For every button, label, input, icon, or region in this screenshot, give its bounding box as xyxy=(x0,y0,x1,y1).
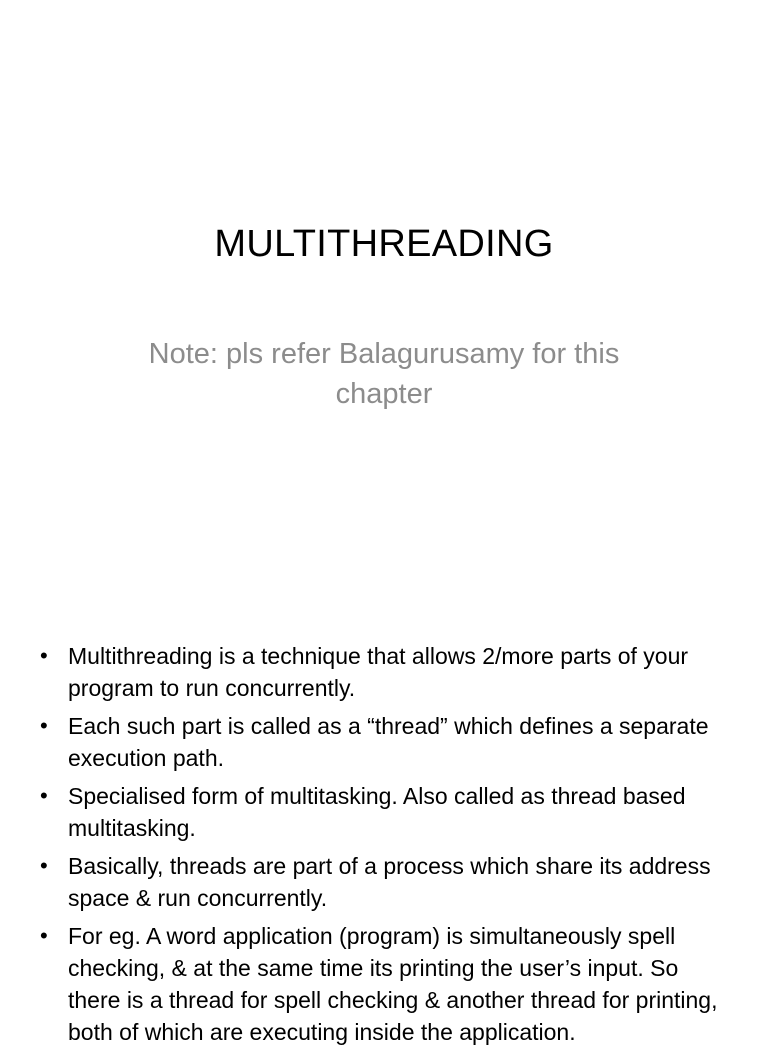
bullet-text: Multithreading is a technique that allows 2/more parts of your program to run concurrently. xyxy=(68,643,689,701)
slide-subtitle: Note: pls refer Balagurusamy for this chapter xyxy=(148,338,620,410)
bullet-item xyxy=(0,710,768,774)
bullet-icon: • xyxy=(40,783,48,808)
bullet-icon: • xyxy=(40,923,48,948)
bullet-text: Specialised form of multitasking. Also called as thread based multitasking. xyxy=(68,783,686,841)
bullet-item xyxy=(0,920,768,1048)
bullet-icon: • xyxy=(40,643,48,668)
bullet-item xyxy=(0,640,768,704)
bullet-text: Each such part is called as a “thread” which defines a separate execution path. xyxy=(68,713,709,771)
bullet-item xyxy=(0,850,768,914)
bullet-text: Basically, threads are part of a process which share its address space & run concurrently. xyxy=(68,853,711,911)
bullet-text: For eg. A word application (program) is simultaneously spell checking, & at the same time its printing the user’s input. So there is a thread for spell checking & another thread for printing, both of which are executing inside the application. xyxy=(68,923,718,1045)
slide-title: MULTITHREADING xyxy=(214,223,554,265)
bullet-icon: • xyxy=(40,713,48,738)
bullet-item xyxy=(0,780,768,844)
bullet-icon: • xyxy=(40,853,48,878)
bullet-list xyxy=(0,640,768,1054)
